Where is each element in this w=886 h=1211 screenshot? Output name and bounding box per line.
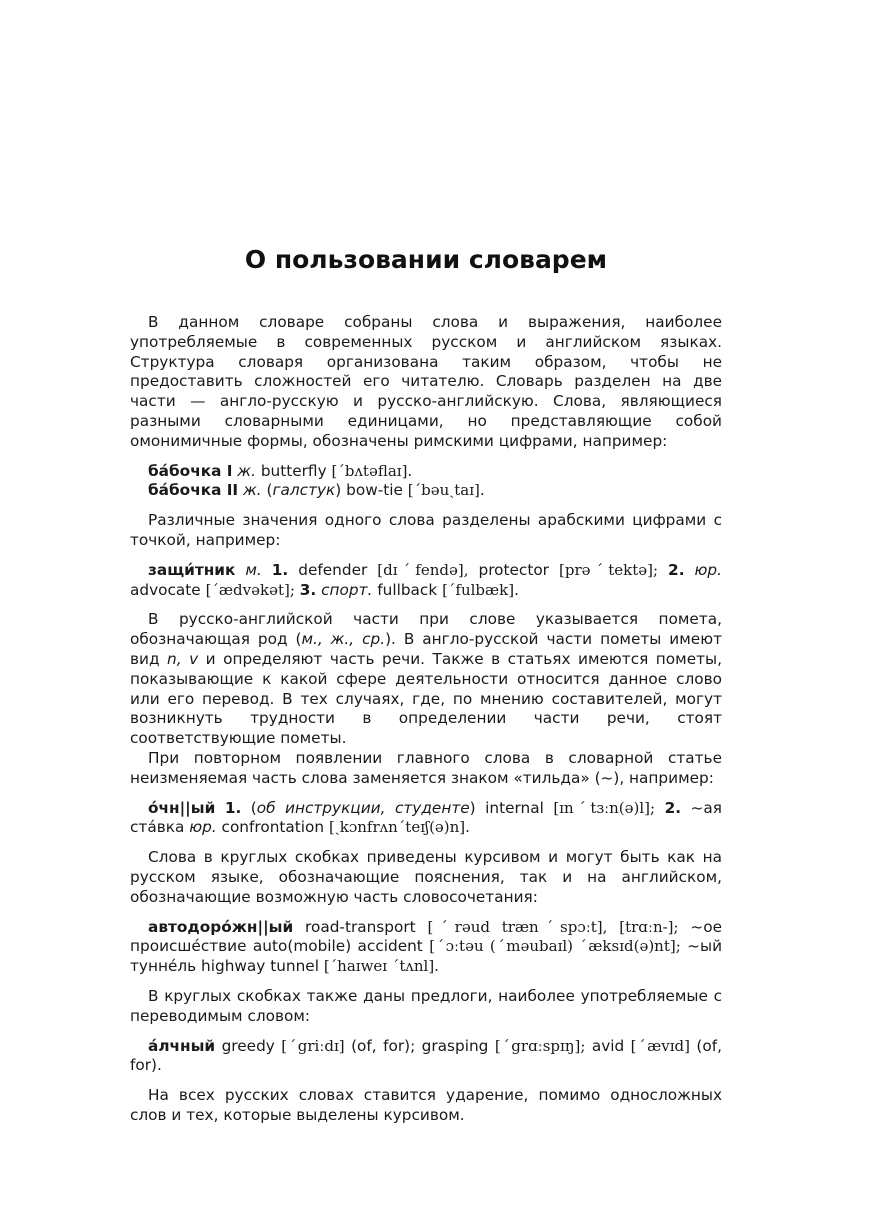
transcription: [ˊɔːtəu (ˊməubaɪl) ˊæksɪd(ə)nt]; bbox=[429, 937, 681, 956]
example-line bbox=[130, 481, 722, 501]
transcription: [ˊædvəkət]; bbox=[205, 580, 295, 599]
translation: fullback bbox=[377, 580, 438, 599]
transcription: [ˊævɪd] bbox=[630, 1036, 690, 1055]
paren: ) bbox=[469, 798, 476, 817]
stress-paragraph: На всех русских словах ставится ударение, помимо односложных слов и тех, которые выделены курсивом. bbox=[130, 1086, 722, 1124]
example-phrases bbox=[130, 918, 722, 977]
transcription: [ˊrəud trænˊspɔːt], bbox=[427, 917, 608, 936]
translation: grasping bbox=[421, 1036, 489, 1055]
document-page bbox=[130, 240, 722, 1136]
tilde-phrase: ~ый тунне́ль bbox=[130, 937, 723, 976]
translation: internal bbox=[485, 798, 544, 817]
translation: avid bbox=[591, 1036, 625, 1055]
transcription: [ˏkɔnfrʌnˊteɪʃ(ə)n]. bbox=[328, 818, 470, 837]
gender-label: ж. bbox=[242, 481, 262, 500]
labels-paragraph bbox=[130, 610, 722, 749]
tilde-phrase: ~ая ста́вка bbox=[130, 798, 722, 837]
paren: ( bbox=[266, 481, 273, 500]
gloss: об инструкции, студенте bbox=[256, 798, 470, 817]
sense-number: 1. bbox=[271, 560, 289, 579]
transcription: [ˊgrɑːspɪŋ]; bbox=[494, 1036, 586, 1055]
transcription: [ˊgriːdɪ] bbox=[281, 1036, 345, 1055]
headword: ба́бочка I bbox=[148, 461, 233, 480]
transcription: [ˊbəuˏtaɪ]. bbox=[407, 481, 485, 500]
transcription: [trɑːn-]; bbox=[619, 917, 679, 936]
headword: а́лчный bbox=[148, 1036, 216, 1055]
headword: о́чн||ый bbox=[148, 798, 216, 817]
pos-labels: n, v bbox=[167, 649, 199, 668]
gloss: галстук bbox=[272, 481, 336, 500]
transcription: [ɪnˊtɜːn(ə)l]; bbox=[553, 798, 656, 817]
translation: road-transport bbox=[305, 917, 416, 936]
transcription: [ˊbʌtəflaɪ]. bbox=[331, 461, 413, 480]
text-run: ). В англо-русской части пометы имеют вид bbox=[130, 630, 722, 668]
headword: защи́тник bbox=[148, 560, 236, 579]
prepositions: (of, for); bbox=[351, 1036, 416, 1055]
meanings-paragraph: Различные значения одного слова разделены арабскими цифрами с точкой, например: bbox=[130, 511, 722, 549]
intro-paragraph: В данном словаре собраны слова и выражения, наиболее употребляемые в современных русском и английском языках. Структура словаря организована таким образом, чтобы не предоставить сложностей его читателю. Словарь разделен на две части — англо-русскую и русско-английскую. Слова, являющиеся разными словарными единицами, но представляющие собой омонимичные формы, обозначены римскими цифрами, например: bbox=[130, 313, 722, 450]
paren: ( bbox=[250, 798, 257, 817]
transcription: [ˊhaɪweɪ ˊtʌnl]. bbox=[323, 957, 439, 976]
sense-number: 2. bbox=[668, 560, 685, 579]
translation: advocate bbox=[130, 580, 201, 599]
domain-label: юр. bbox=[694, 560, 722, 579]
tilde-paragraph: При повторном появлении главного слова в словарной статье неизменяемая часть слова заменяется знаком «тильда» (~), например: bbox=[130, 748, 722, 787]
domain-label: спорт. bbox=[321, 580, 373, 599]
example-homonyms bbox=[130, 462, 722, 502]
prepositions-paragraph: В круглых скобках также даны предлоги, наиболее употребляемые с переводимым словом: bbox=[130, 986, 722, 1025]
sense-number: 1. bbox=[224, 798, 242, 817]
paren: ) bbox=[335, 481, 342, 500]
translation: highway tunnel bbox=[201, 957, 319, 976]
sense-number: 2. bbox=[664, 798, 682, 817]
translation: greedy bbox=[221, 1036, 275, 1055]
translation: defender bbox=[298, 560, 368, 579]
domain-label: юр. bbox=[189, 818, 217, 837]
prepositions: (of, for). bbox=[130, 1036, 722, 1075]
page-title: О пользовании словарем bbox=[244, 245, 608, 274]
translation: protector bbox=[478, 560, 549, 579]
translation: auto(mobile) accident bbox=[252, 937, 423, 956]
gender-label: м. bbox=[245, 560, 262, 579]
transcription: [ˊfulbæk]. bbox=[442, 580, 519, 599]
transcription: [prəˊtektə]; bbox=[558, 560, 659, 579]
parentheses-paragraph: Слова в круглых скобках приведены курсивом и могут быть как на русском языке, обозначающие пояснения, так и на английском, обозначающие возможную часть словосочетания: bbox=[130, 848, 722, 906]
translation: confrontation bbox=[221, 818, 325, 837]
gender-labels: м., ж., ср. bbox=[301, 630, 386, 649]
translation: bow-tie bbox=[346, 481, 403, 500]
example-tilde bbox=[130, 799, 722, 839]
gender-label: ж. bbox=[237, 461, 256, 480]
headword: ба́бочка II bbox=[148, 481, 239, 500]
text-run: и определяют часть речи. Также в статьях имеются пометы, показывающие к какой сфере деятельности относится данное слово или его перевод. В тех случаях, где, по мнению составителей, могут возникнуть трудности в определении части речи, стоят соответствующие пометы. bbox=[130, 649, 722, 748]
tilde-phrase: ~ое происше́ствие bbox=[130, 917, 722, 956]
headword: автодоро́жн||ый bbox=[148, 917, 294, 936]
example-meanings bbox=[130, 561, 722, 601]
example-line bbox=[130, 462, 722, 482]
transcription: [dɪˊfendə], bbox=[377, 560, 469, 579]
text-run: В русско-английской части при слове указывается помета, обозначающая род ( bbox=[130, 610, 722, 649]
example-prepositions bbox=[130, 1037, 722, 1077]
sense-number: 3. bbox=[299, 580, 317, 599]
translation: butterfly bbox=[260, 461, 327, 480]
